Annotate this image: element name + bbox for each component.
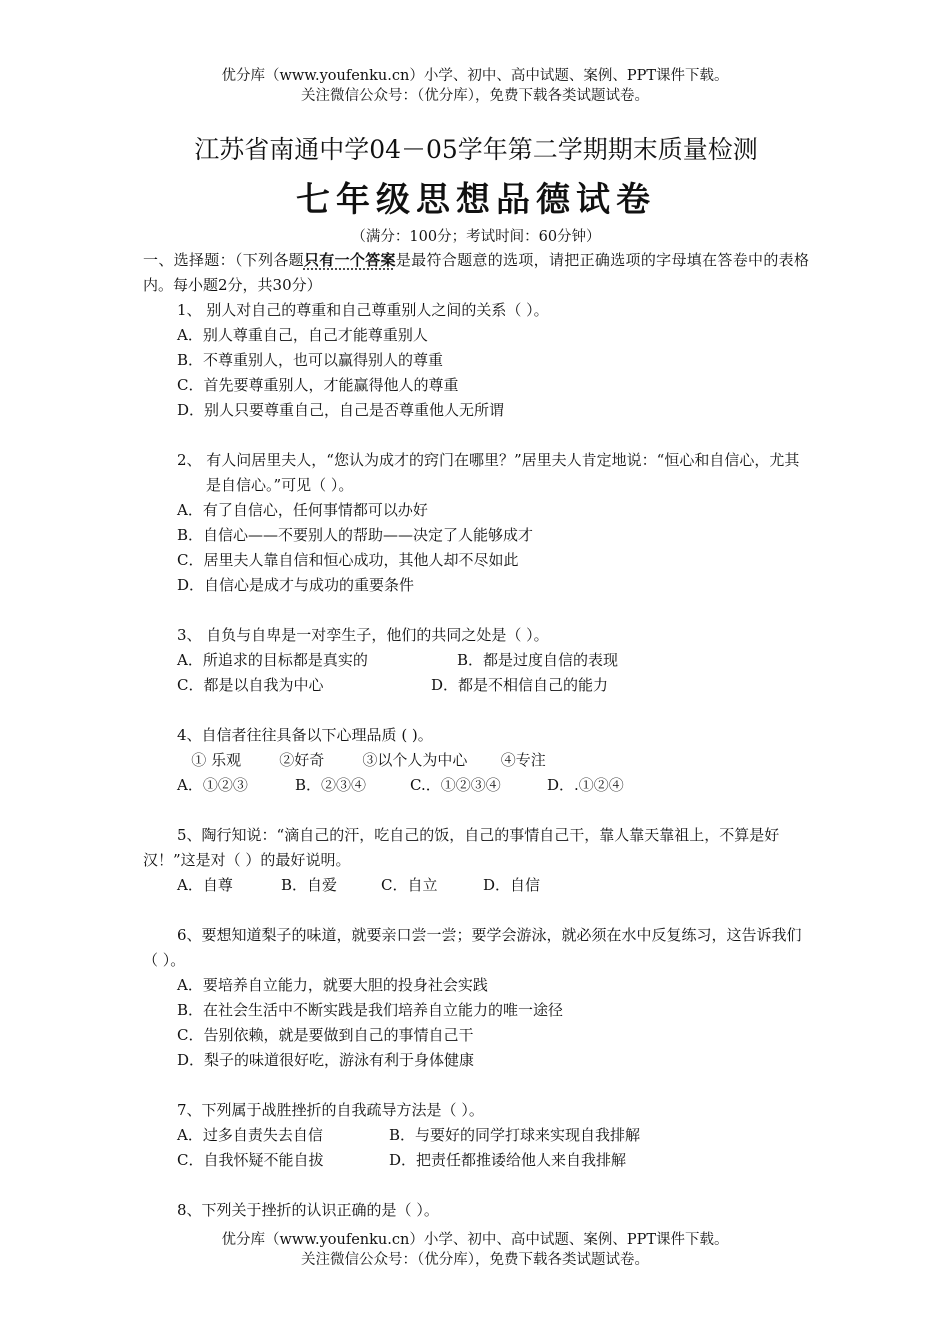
question-6 <box>143 923 809 1073</box>
option-c: C．自我怀疑不能自拔 <box>177 1151 324 1169</box>
question-3 <box>143 623 809 698</box>
section-intro-before: 一、选择题：（下列各题 <box>143 251 304 269</box>
question-8 <box>143 1198 809 1223</box>
option-d: D．别人只要尊重自己，自己是否尊重他人无所谓 <box>177 401 505 419</box>
option-c: C．首先要尊重别人，才能赢得他人的尊重 <box>177 376 459 394</box>
question-stem: 5、陶行知说：“滴自己的汗，吃自己的饭，自己的事情自己干，靠人靠天靠祖上，不算是好汉！”这是对（ ）的最好说明。 <box>143 826 780 869</box>
option-a: A．①②③ <box>177 776 248 794</box>
option-d: D．梨子的味道很好吃，游泳有利于身体健康 <box>177 1051 475 1069</box>
option-d: D．.①②④ <box>547 776 624 794</box>
school-title: 江苏省南通中学04－05学年第二学期期末质量检测 <box>194 135 758 164</box>
footer-banner <box>0 1230 950 1270</box>
question-stem: 7、下列属于战胜挫折的自我疏导方法是（ ）。 <box>177 1101 484 1119</box>
footer-line-2: 关注微信公众号：（优分库），免费下载各类试题试卷。 <box>301 1252 649 1268</box>
question-7 <box>143 1098 809 1173</box>
footer-line-1: 优分库（www.youfenku.cn）小学、初中、高中试题、案例、PPT课件下载。 <box>221 1232 729 1248</box>
option-d: D．自信心是成才与成功的重要条件 <box>177 576 415 594</box>
question-4 <box>143 723 809 798</box>
section-intro-emphasis: 只有一个答案 <box>303 251 396 269</box>
option-a: A．过多自责失去自信 <box>177 1126 323 1144</box>
option-row <box>143 773 809 798</box>
question-stem: 3、 自负与自卑是一对孪生子，他们的共同之处是（ ）。 <box>177 626 549 644</box>
option-b: B．自信心——不要别人的帮助——决定了人能够成才 <box>177 526 534 544</box>
question-stem: 8、下列关于挫折的认识正确的是（ ）。 <box>177 1201 439 1219</box>
exam-title: 七年级思想品德试卷 <box>296 180 656 220</box>
option-row-1 <box>143 1123 809 1148</box>
question-stem: 6、要想知道梨子的味道，就要亲口尝一尝；要学会游泳，就必须在水中反复练习，这告诉我们（ ）。 <box>143 926 802 969</box>
question-1 <box>143 298 809 423</box>
option-c: C．自立 <box>381 876 438 894</box>
option-b: B．②③④ <box>295 776 367 794</box>
option-a: A．要培养自立能力，就要大胆的投身社会实践 <box>177 976 488 994</box>
question-stem: 2、 有人问居里夫人，“您认为成才的窍门在哪里？”居里夫人肯定地说：“恒心和自信心，尤其是自信心。”可见（ ）。 <box>177 451 800 494</box>
option-row-2 <box>143 1148 809 1173</box>
option-row-2 <box>143 673 809 698</box>
option-a: A．有了自信心，任何事情都可以办好 <box>177 501 428 519</box>
question-5 <box>143 823 809 898</box>
exam-info: （满分：100分；考试时间：60分钟） <box>351 229 601 245</box>
option-c: C．居里夫人靠自信和恒心成功，其他人却不尽如此 <box>177 551 519 569</box>
question-stem: 1、 别人对自己的尊重和自己尊重别人之间的关系（ ）。 <box>177 301 549 319</box>
option-b: B．都是过度自信的表现 <box>457 651 619 669</box>
header-line-2: 关注微信公众号：（优分库），免费下载各类试题试卷。 <box>301 88 649 104</box>
option-a: A．别人尊重自己，自己才能尊重别人 <box>177 326 428 344</box>
header-banner <box>0 66 950 106</box>
document-body <box>143 130 809 1223</box>
question-2 <box>143 448 809 598</box>
option-b: B．自爱 <box>281 876 338 894</box>
option-a: A．所追求的目标都是真实的 <box>177 651 368 669</box>
option-b: B．与要好的同学打球来实现自我排解 <box>389 1126 641 1144</box>
option-row-1 <box>143 648 809 673</box>
question-items: ① 乐观 ②好奇 ③以个人为中心 ④专注 <box>177 751 546 769</box>
option-c: C.．①②③④ <box>410 776 501 794</box>
option-b: B．不尊重别人，也可以赢得别人的尊重 <box>177 351 444 369</box>
option-d: D．把责任都推诿给他人来自我排解 <box>389 1151 627 1169</box>
option-d: D．都是不相信自己的能力 <box>431 676 609 694</box>
option-c: C．告别依赖，就是要做到自己的事情自己干 <box>177 1026 474 1044</box>
option-b: B．在社会生活中不断实践是我们培养自立能力的唯一途径 <box>177 1001 564 1019</box>
header-line-1: 优分库（www.youfenku.cn）小学、初中、高中试题、案例、PPT课件下载。 <box>221 68 729 84</box>
option-d: D．自信 <box>483 876 541 894</box>
section-1-intro <box>143 248 809 298</box>
option-a: A．自尊 <box>177 876 233 894</box>
option-c: C．都是以自我为中心 <box>177 676 324 694</box>
section-intro-after: 是最符合题意的选项，请把正确选项的字母填在答卷中的表格内。每小题2分，共30分） <box>143 251 809 294</box>
option-row <box>143 873 809 898</box>
question-stem: 4、自信者往往具备以下心理品质 ( )。 <box>177 726 433 744</box>
